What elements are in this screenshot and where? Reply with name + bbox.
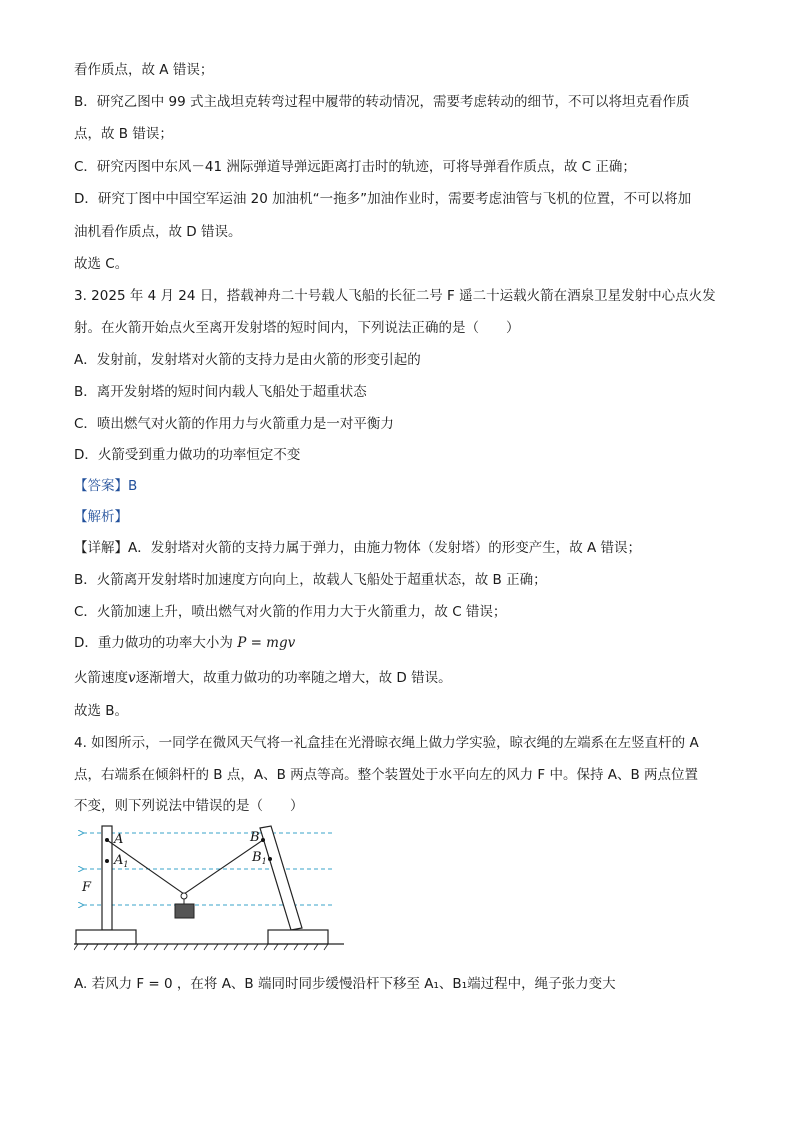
gift-box	[175, 904, 194, 918]
ground-hatching	[74, 944, 328, 950]
right-tilted-pole	[260, 826, 302, 930]
explanation-line: C．火箭加速上升，喷出燃气对火箭的作用力大于火箭重力，故 C 错误；	[74, 604, 507, 620]
question-3-stem: 3. 2025 年 4 月 24 日，搭载神舟二十号载人飞船的长征二号 F 遥二十运载火箭在酒泉卫星发射中心点火发	[74, 288, 716, 304]
clothesline-figure	[74, 824, 344, 959]
explanation-line: 【详解】A．发射塔对火箭的支持力属于弹力，由施力物体（发射塔）的形变产生，故 A 错误；	[74, 540, 642, 556]
explanation-line: B．火箭离开发射塔时加速度方向向上，故载人飞船处于超重状态，故 B 正确；	[74, 572, 547, 588]
right-base	[268, 930, 328, 944]
point-b1	[268, 857, 272, 861]
point-b	[261, 838, 265, 842]
explanation-line	[74, 668, 452, 688]
explanation-text: D．重力做功的功率大小为	[74, 635, 233, 651]
text-line: D．研究丁图中中国空军运油 20 加油机“一拖多”加油作业时，需要考虑油管与飞机的位置，不可以将加	[74, 191, 692, 207]
option-b: B．离开发射塔的短时间内载人飞船处于超重状态	[74, 384, 367, 400]
label-a: A	[114, 832, 124, 847]
text-line: 故选 B。	[74, 703, 129, 719]
velocity-symbol: v	[128, 670, 136, 686]
explanation-text: 逐渐增大，故重力做功的功率随之增大，故 D 错误。	[135, 670, 452, 686]
option-a-q4: A. 若风力 F = 0 ，在将 A、B 端同时同步缓慢沿杆下移至 A₁、B₁端过程中，绳子张力变大	[74, 976, 616, 992]
explanation-text: 火箭速度	[74, 670, 128, 686]
text-line: 故选 C。	[74, 256, 129, 272]
point-a	[105, 838, 109, 842]
label-b: B	[250, 830, 260, 845]
formula: P = mgv	[237, 635, 296, 651]
option-d: D．火箭受到重力做功的功率恒定不变	[74, 447, 301, 463]
question-4-stem: 不变，则下列说法中错误的是（ ）	[74, 798, 304, 814]
clothesline-rope	[107, 840, 263, 894]
hook	[181, 893, 187, 899]
text-line: C．研究丙图中东风－41 洲际弹道导弹远距离打击时的轨迹，可将导弹看作质点，故 C 正确；	[74, 159, 636, 175]
point-a1	[105, 859, 109, 863]
option-c: C．喷出燃气对火箭的作用力与火箭重力是一对平衡力	[74, 416, 394, 432]
text-line: 点，故 B 错误；	[74, 126, 173, 142]
question-4-stem: 点，右端系在倾斜杆的 B 点，A、B 两点等高。整个装置处于水平向左的风力 F 中。保持 A、B 两点位置	[74, 767, 699, 783]
question-3-stem: 射。在火箭开始点火至离开发射塔的短时间内，下列说法正确的是（ ）	[74, 320, 520, 336]
explanation-line	[74, 633, 295, 653]
text-line: 看作质点，故 A 错误；	[74, 62, 214, 78]
answer-label: 【答案】B	[74, 478, 138, 494]
label-a1: $A_1$	[114, 853, 129, 869]
question-4-stem: 4. 如图所示，一同学在微风天气将一礼盒挂在光滑晾衣绳上做力学实验，晾衣绳的左端系在左竖直杆的 A	[74, 735, 699, 751]
label-b1: $B_1$	[252, 850, 267, 866]
text-line: 油机看作质点，故 D 错误。	[74, 224, 242, 240]
analysis-label: 【解析】	[74, 509, 128, 525]
option-a: A．发射前，发射塔对火箭的支持力是由火箭的形变引起的	[74, 352, 421, 368]
left-base	[76, 930, 136, 944]
text-line: B．研究乙图中 99 式主战坦克转弯过程中履带的转动情况，需要考虑转动的细节，不可以将坦克看作质	[74, 94, 690, 110]
label-f: F	[82, 880, 92, 895]
